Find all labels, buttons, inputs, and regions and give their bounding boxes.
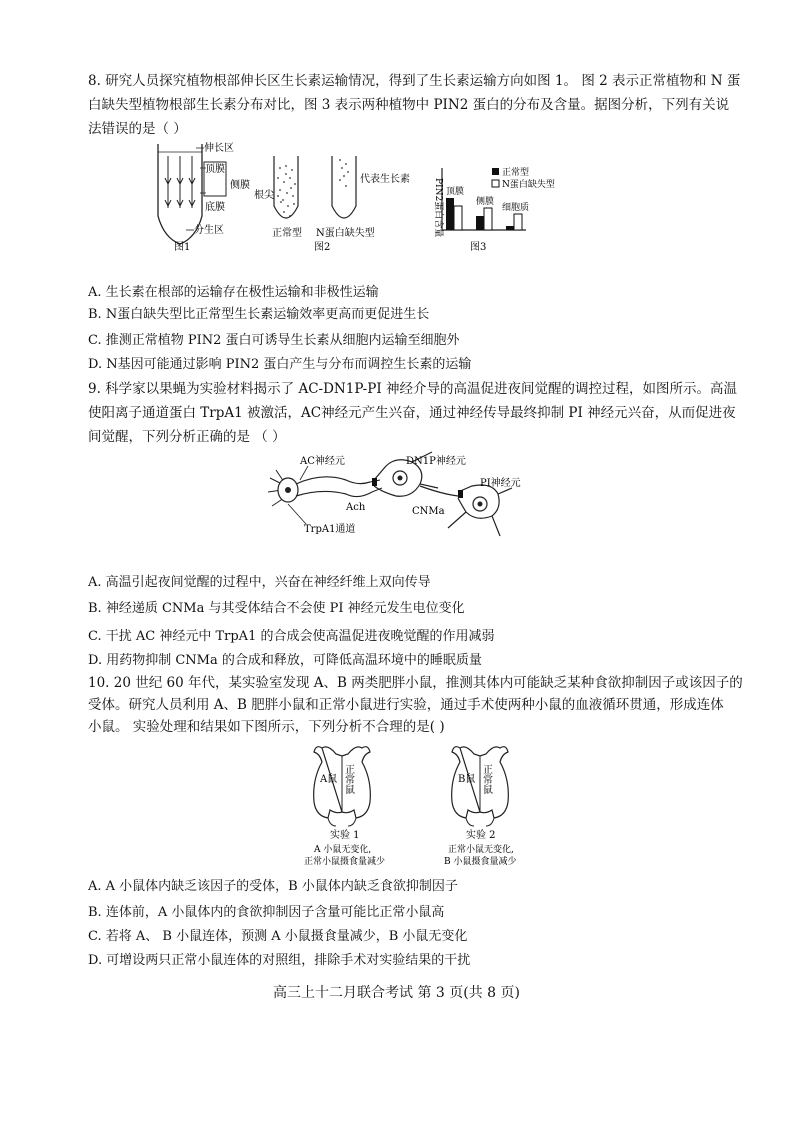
- q10-stem-line-1: 10. 20 世纪 60 年代，某实验室发现 A、B 两类肥胖小鼠，推测其体内可能缺乏某种食欲抑制因子或该因子的: [88, 675, 743, 691]
- q10-stem-line-3: 小鼠。 实验处理和结果如下图所示，下列分析不合理的是( ): [88, 719, 445, 735]
- exp1-result-1: A 小鼠无变化,: [314, 845, 372, 855]
- q9-option-b[interactable]: B. 神经递质 CNMa 与其受体结合不会使 PI 神经元发生电位变化: [88, 601, 465, 616]
- fig2-root-tip-label: 根尖: [254, 190, 274, 201]
- fig2-auxin-diagram: [254, 156, 410, 253]
- q8-stem-line-2: 白缺失型植物根部生长素分布对比，图 3 表示两种植物中 PIN2 蛋白的分布及含量。据图分析，下列有关说: [88, 97, 730, 113]
- q9-cnma-label: CNMa: [412, 506, 445, 517]
- fig3-cell-label: 细胞质: [502, 203, 530, 213]
- exp2-result-1: 正常小鼠无变化,: [448, 845, 514, 855]
- q8-figure: [150, 138, 570, 256]
- fig1-root-diagram: [158, 141, 250, 253]
- q9-stem-line-3: 间觉醒，下列分析正确的是 （ ）: [88, 429, 286, 445]
- fig1-bottom-membrane-label: 底膜: [205, 202, 225, 213]
- fig2-mutant-label: N蛋白缺失型: [316, 228, 375, 239]
- q8-stem-line-3: 法错误的是（ ）: [88, 121, 187, 137]
- fig3-bar-side-normal: [476, 216, 484, 230]
- fig3-bar-cell-mutant: [514, 214, 522, 230]
- exp2-right-label: 正常鼠: [480, 764, 492, 794]
- q9-pi-label: PI神经元: [480, 478, 521, 489]
- q10-stem-line-2: 受体。研究人员利用 A、B 肥胖小鼠和正常小鼠进行实验，通过手术使两种小鼠的血液循环贯通，形成连体: [88, 697, 724, 713]
- q9-neuron-figure: [262, 448, 552, 552]
- fig3-bar-cell-normal: [506, 226, 514, 230]
- q9-option-a[interactable]: A. 高温引起夜间觉醒的过程中，兴奋在神经纤维上双向传导: [88, 575, 431, 590]
- fig1-division-label: 分生区: [194, 225, 224, 236]
- fig3-caption: 图3: [470, 242, 487, 253]
- q8-stem-line-1: 8. 研究人员探究植物根部伸长区生长素运输情况，得到了生长素运输方向如图 1。 图 2 表示正常植物和 N 蛋: [88, 73, 741, 89]
- fig3-top-label: 顶膜: [446, 187, 465, 197]
- fig2-auxin-label: 代表生长素: [360, 174, 410, 185]
- q10-option-d[interactable]: D. 可增设两只正常小鼠连体的对照组，排除手术对实验结果的干扰: [88, 953, 471, 968]
- exp1-title: 实验 1: [330, 830, 360, 841]
- fig3-legend-mutant-swatch: [492, 180, 499, 187]
- fig3-legend-normal-swatch: [492, 168, 499, 175]
- q8-option-a[interactable]: A. 生长素在根部的运输存在极性运输和非极性运输: [88, 285, 379, 300]
- fig3-bar-top-normal: [446, 198, 454, 230]
- q9-dn1p-label: DN1P神经元: [406, 456, 466, 467]
- exp1-right-label: 正常鼠: [342, 764, 354, 794]
- fig3-legend-normal: 正常型: [502, 168, 530, 178]
- exp1-result-2: 正常小鼠摄食量减少: [304, 857, 386, 867]
- q9-stem-line-2: 使阳离子通道蛋白 TrpA1 被激活，AC神经元产生兴奋，通过神经传导最终抑制 PI 神经元兴奋，从而促进夜: [88, 405, 736, 421]
- fig3-bar-chart: [433, 166, 555, 253]
- q9-trpa1-label: TrpA1通道: [304, 524, 356, 535]
- q8-option-d[interactable]: D. N基因可能通过影响 PIN2 蛋白产生与分布而调控生长素的运输: [88, 357, 472, 372]
- fig3-ylabel: PIN2蛋白含量: [433, 178, 443, 238]
- fig3-side-label: 侧膜: [476, 197, 495, 207]
- fig3-bar-top-mutant: [454, 206, 462, 230]
- q10-parabiosis-figure: [300, 740, 540, 868]
- q9-stem-line-1: 9. 科学家以果蝇为实验材料揭示了 AC-DN1P-PI 神经介导的高温促进夜间觉醒的调控过程，如图所示。高温: [88, 381, 737, 397]
- fig1-caption: 图1: [174, 242, 191, 253]
- page-footer: 高三上十二月联合考试 第 3 页(共 8 页): [273, 985, 520, 1001]
- exp1-mice: [304, 747, 385, 867]
- q9-option-d[interactable]: D. 用药物抑制 CNMa 的合成和释放，可降低高温环境中的睡眠质量: [88, 653, 482, 668]
- fig2-normal-label: 正常型: [272, 228, 302, 239]
- q8-option-c[interactable]: C. 推测正常植物 PIN2 蛋白可诱导生长素从细胞内运输至细胞外: [88, 333, 460, 348]
- fig3-bar-side-mutant: [484, 208, 492, 230]
- fig3-legend-mutant: N蛋白缺失型: [502, 180, 555, 190]
- exp1-left-label: A鼠: [320, 774, 338, 785]
- q9-ach-label: Ach: [346, 502, 366, 513]
- exp2-result-2: B 小鼠摄食量减少: [444, 857, 517, 867]
- q8-option-b[interactable]: B. N蛋白缺失型比正常型生长素运输效率更高而更促进生长: [88, 307, 430, 322]
- exp2-left-label: B鼠: [458, 774, 476, 785]
- fig1-side-membrane-label: 侧膜: [230, 180, 250, 191]
- q10-option-b[interactable]: B. 连体前，A 小鼠体内的食欲抑制因子含量可能比正常小鼠高: [88, 905, 445, 920]
- q10-option-c[interactable]: C. 若将 A、 B 小鼠连体，预测 A 小鼠摄食量减少，B 小鼠无变化: [88, 929, 468, 944]
- fig2-caption: 图2: [314, 242, 331, 253]
- q10-option-a[interactable]: A. A 小鼠体内缺乏该因子的受体，B 小鼠体内缺乏食欲抑制因子: [88, 879, 458, 894]
- q9-ac-label: AC神经元: [300, 456, 345, 467]
- exp2-title: 实验 2: [466, 830, 496, 841]
- fig1-elongation-label: 伸长区: [204, 143, 234, 154]
- q9-option-c[interactable]: C. 干扰 AC 神经元中 TrpA1 的合成会使高温促进夜晚觉醒的作用减弱: [88, 629, 495, 644]
- fig1-top-membrane-label: 顶膜: [205, 164, 225, 175]
- exp2-mice: [444, 747, 516, 867]
